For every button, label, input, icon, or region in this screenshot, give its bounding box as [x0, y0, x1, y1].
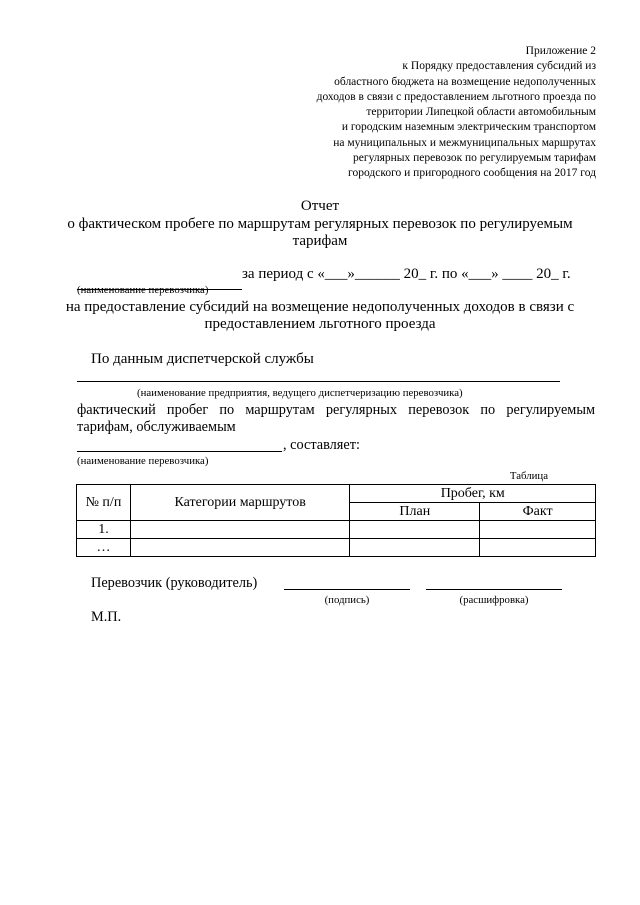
carrier-name-blank-2[interactable] [77, 451, 282, 452]
report-subtitle-line2: тарифам [292, 233, 348, 249]
row-num: 1. [77, 521, 131, 539]
annex-line: на муниципальных и межмуниципальных маршрутах [333, 136, 596, 149]
signature-blank[interactable] [284, 589, 410, 590]
row-fact[interactable] [480, 521, 596, 539]
mileage-amounts: , составляет: [283, 437, 360, 453]
annex-line: доходов в связи с предоставлением льготного проезда по [316, 90, 596, 103]
annex-line: регулярных перевозок по регулируемым тарифам [353, 152, 596, 165]
annex-line: территории Липецкой области автомобильным [366, 106, 596, 119]
mileage-line2: тарифам, обслуживаемым [77, 419, 236, 435]
col-header-mileage: Пробег, км [350, 485, 596, 503]
col-header-fact: Факт [480, 503, 596, 521]
mileage-table [76, 484, 596, 557]
row-plan[interactable] [350, 521, 480, 539]
decode-caption: (расшифровка) [459, 594, 529, 606]
mileage-line1: фактический пробег по маршрутам регулярных перевозок по регулируемым [77, 402, 595, 418]
purpose-line1: на предоставление субсидий на возмещение недополученных доходов в связи с [65, 299, 575, 315]
col-header-category: Категории маршрутов [130, 485, 350, 521]
row-fact[interactable] [480, 539, 596, 557]
table-label: Таблица [509, 470, 548, 482]
carrier-caption: (наименование перевозчика) [77, 284, 209, 296]
signature-decode-blank[interactable] [426, 589, 562, 590]
row-category[interactable] [130, 539, 350, 557]
report-title: Отчет [300, 198, 340, 214]
annex-line: Приложение 2 [525, 45, 596, 57]
carrier-caption-2: (наименование перевозчика) [77, 455, 209, 467]
col-header-plan: План [350, 503, 480, 521]
purpose-line2: предоставлением льготного проезда [204, 316, 436, 332]
dispatch-org-blank[interactable] [77, 381, 560, 382]
annex-line: к Порядку предоставления субсидий из [402, 60, 596, 73]
dispatch-text: По данным диспетчерской службы [91, 351, 314, 367]
signature-label: Перевозчик (руководитель) [91, 575, 258, 591]
annex-line: городского и пригородного сообщения на 2017 год [348, 167, 596, 180]
period-text: за период с «___»______ 20_ г. по «___» ____ 20_ г. [242, 266, 571, 282]
row-num: … [77, 539, 131, 557]
signature-caption: (подпись) [324, 594, 370, 606]
row-plan[interactable] [350, 539, 480, 557]
table-row [77, 539, 596, 557]
annex-header [196, 44, 596, 182]
annex-line: и городским наземным электрическим транспортом [341, 121, 596, 134]
row-category[interactable] [130, 521, 350, 539]
report-subtitle-line1: о фактическом пробеге по маршрутам регулярных перевозок по регулируемым [67, 216, 573, 232]
table-row [77, 521, 596, 539]
dispatch-caption: (наименование предприятия, ведущего диспетчеризацию перевозчика) [137, 387, 463, 399]
stamp-label: М.П. [91, 609, 122, 625]
annex-line: областного бюджета на возмещение недополученных [334, 75, 596, 88]
col-header-num: № п/п [77, 485, 131, 521]
